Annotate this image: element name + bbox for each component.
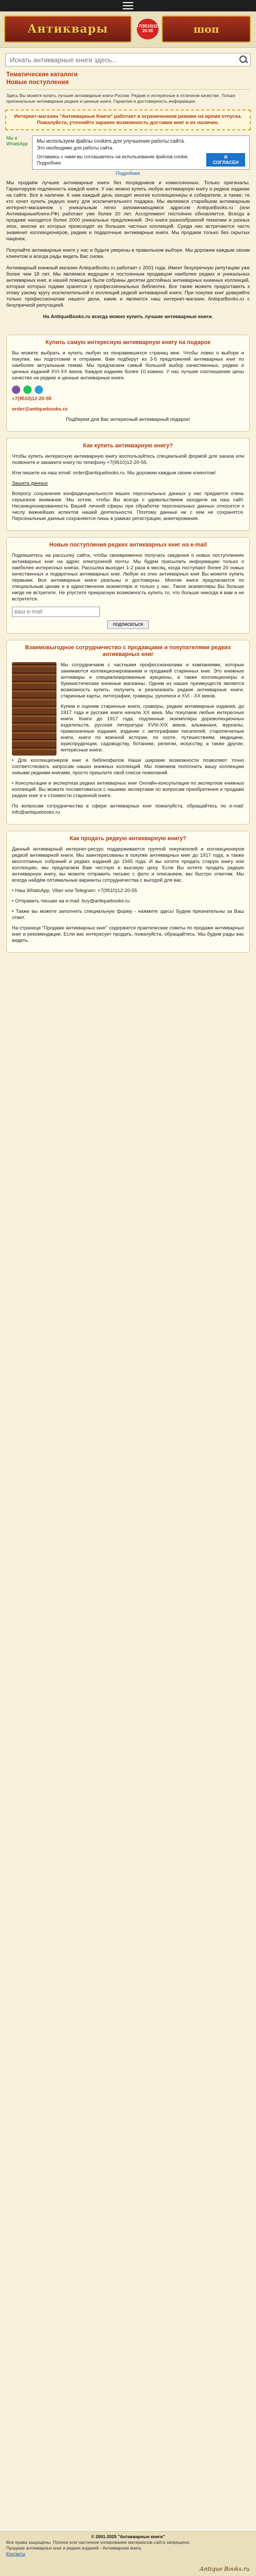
sell-text-5: На странице "Продаже антикварных книг" содержатся практические советы по продаже антикварных книг и рекомендации. Если вас интересует продать, пожалуйста, обращайтесь. Мы будем рады вас видеть. [12,925,244,943]
link-new-arrivals[interactable]: Новые поступления [6,78,69,86]
newsletter-box [6,537,250,634]
catalog-links [0,71,256,86]
cooperation-box [6,640,250,825]
hamburger-menu-icon[interactable] [123,2,133,9]
data-protection-heading: Защита данных [12,481,48,486]
newsletter-text: Подпишитесь на рассылку сайта, чтобы своевременно получать сведения о новых поступлениях антикварных книг на адрес электронной почты. Мы будем присылать информацию только о наиболее интересных книгах. Рассылка выходит 1-2 раза в месяц, когда поступают более 20 новых качественных и подарочных антикварных книг. Любую из этих антикварных книг Вы можете купить первыми. Все антикварные книги реальны и достоверны. Многие книги предлагаются по специальным ценам и в единственном экземпляре и только у нас. Такое экземпляры Вы больше нигде не встретите. Не упустите прекрасную возможность купить то, что больше никогда в вам и не встретится. [12,553,244,602]
data-protection-text: Вопросу сохранения конфиденциальности ваших персональных данных у нас придается очень серьезное внимание. Мы хотим, чтобы Вы всегда с удовольствием заходили на наш сайт. Несанкционированность Вашей личной сферы при обработке персональных данных относится к числу важнейших аспектов нашей деятельности. Поэтому данные ни с кем не сохранятся. Персональные данные сохраняются лишь в рамках регистрации, анкетирования. [12,491,244,522]
viber-icon[interactable] [12,386,20,394]
how-to-buy-text-2: Или пишите на наш email: order@antiquebooks.ru. Мы дорожим каждым своим клиентом! [12,470,216,476]
footer-line-1: Все права защищены. Полное или частичное копирование материалов сайта запрещено. [6,2540,191,2545]
main-paragraph-1: Мы продаём лучшие антикварные книги без посредников и комиссионных. Только оригиналы. Гарантируем подлинность каждой книги. У нас можно купить любую антикварную книгу и редкое издание на сайте. Все в наличии. К нам каждый день заходят многие коллекционеры и собиратели, а также, те кто хочет купить редкую книгу для исключительного подарка. Мы являемся старейшим антикварным интернет-магазином с уникальным легко запоминающимся адресом AntiqueBooks.ru (или АнтикварныеКниги.РФ) работает уже более 20 лет. Ассортимент постоянно обновляется. Всегда в продаже находится более 2000 уникальных предложений. Это книги разнообразной тематики и разных эпох, многие из которых происходят из больших частных коллекций. Среди них встречаются часто знаменит коллекционеров, редкие и подарочные антикварные книги. Мы продаем только без скрытых наценок. [6,180,250,242]
main-paragraph-2: Покупайте антикварные книги у нас и будьте уверены в правильном выборе. Мы дорожим каждым своим клиентом и всегда рады видеть Вас снова. [6,248,250,259]
telegram-icon[interactable] [35,386,43,394]
main-paragraph-3: Антикварный книжный магазин AntiqueBooks.ru работает с 2001 года. Имеет безупречную репутацию уже более чем 18 лет. Мы являемся ведущим и постоянным продавцом наиболее редких и уникальных антикварных книг, в нашей помощью были собраны десятки достойных антикварных книжных коллекций, которые которых годами хранится у профессиональных библиотек. Все также можете предоставить к этому узкому кругу исключительной и коллекций редкой антикварной книги. При покупке книг доверяйте только профессионалам нашего дела, какие и являются наш интернет-магазин AntiqueBooks.ru с безупречной репутацией. [6,265,250,308]
footer-contacts-link[interactable]: Контакты [6,2551,25,2556]
bookshelf-photo [12,662,56,756]
cooperation-text-5: По вопросам сотрудничества в сфере антикварных книг пожалуйста, обращайтесь по e-mail: info@antiquebooks.ru [12,803,244,815]
phone-badge[interactable]: +7(9510)12-20-55 [137,19,159,39]
how-to-buy-title: Как купить антикварную книгу? [83,443,173,449]
cooperation-title: Взаимовыгодное сотрудничество с продавцами и покупателями редких антикварных книг [25,645,231,657]
cookie-accept-button[interactable]: Я СОГЛАСЕН [206,153,245,167]
subscribe-form [12,607,244,629]
sell-text-3: • Отправить письмо на e-mail: buy@antiquebooks.ru [12,898,130,904]
divider [6,89,250,90]
wa-cookie-row [0,135,256,170]
gift-phone[interactable]: +7(9510)12-20-55 [12,396,52,402]
cookie-banner [32,135,250,170]
cookie-text-3: Оставаясь с нами вы соглашаетесь на использование файлов cookie. Подробнее [37,154,189,166]
sell-text-4: • Также вы можете заполнить специальную форму - нажмите здесь! Будем признательны за Ваш ответ. [12,909,244,921]
sell-text-2: • Наш WhatsApp, Viber или Telegram: +7(9510)12-20-55 [12,888,137,894]
whatsapp-icon[interactable] [23,386,32,394]
whatsapp-link[interactable]: Мы в WhatsApp [6,135,28,146]
intro-text: Здесь Вы можете купить лучшие антикварные книги России. Редкие и интересные в отличном качестве. Только оригинальные антикварные редкие и ценные книги. Гарантия и достоверность информации. [6,93,236,104]
site-logo[interactable]: Антиквары [4,16,132,43]
cookie-text-1: Мы используем файлы cookies для улучшения работы сайта. [37,139,186,144]
notice-text: Интернет-магазин "Антикварные Книги" работает в ограниченном режиме на время отпуска. Пожалуйста, уточняйте заранее возможность доставки книг и их наличие. [14,114,242,126]
gift-text-2: Подберем для Вас интересный антикварный подарок! [66,417,190,422]
subscribe-button[interactable]: подписаться [107,620,149,629]
search-input[interactable] [6,53,237,66]
sell-text-1: Данный антикварный интернет-ресурс поддерживается группой покупателей и коллекционеров редкой антикварной книги. Мы заинтересованы в покупке антикварных книг до 1917 года, а также многотомных собраний и редких изданий до 1945 года. И вы хотите продать старую книгу или коллекцию, мы предлагаем Вам честную и высокую цену. Если Вы хотите продать редкую антикварную книгу, вы можете отправить письмо с фото и описанием, мы быстро ответим. Мы всегда найдём оптимальные варианты сотрудничества с выгодой для вас. [12,846,244,883]
how-to-buy-text-1: Чтобы купить интересную антикварную книгу воспользуйтесь специальной формой для заказа или позвоните и закажите книгу по телефону +7(9510)12-20-55. [12,454,244,465]
holiday-notice [5,109,251,130]
gift-text: Вы можете выбрать и купить любую из понравившихся страниц мне. Чтобы ловко о выборе и покупке, мы подготовим и отправим. Вам подберут из 3-5 предложений антикварных книг по наиболее актуальным темам. Мы предлагаем самый большой выбор качественных, редких и ценных изданий XVI-XX веков. Каждое издание более 10 ковано. У нас лучшие соотношение цены качество на редкие и ценные антикварные книги. [12,350,244,381]
messenger-icons [12,386,244,394]
how-to-buy-box [6,438,250,531]
gift-email[interactable]: order@antiquebooks.ru [12,406,68,412]
cookie-text-2: Это необходимо для работы сайта. [37,145,114,150]
more-link[interactable]: Подробнее [116,171,140,176]
site-header [0,11,256,48]
search-icon[interactable] [237,53,250,66]
tagline: На AntiqueBooks.ru всегда можно купить лучшие антикварные книги. [43,314,213,320]
newsletter-title: Новые поступления редких антикварных книг на e-mail [49,542,207,548]
top-bar [0,0,256,11]
sell-box [6,831,250,953]
email-input[interactable] [12,607,100,617]
footer-title: © 2001-2025 "Антикварные книги" [91,2534,165,2539]
site-footer [0,2531,256,2576]
sell-title: Как продать редкую антикварную книгу? [69,835,187,842]
cooperation-text-3: • Для коллекционеров книг и библиофилов Наши широкие возможности позволяют точно соответствовать запросам наших книжных коллекций. Мы поможем пополнить вашу коллекцию новыми редкими книгами, просто пришлите свой список пожеланий. [12,758,244,776]
gift-title: Купить самую интересную антикварную книгу на подарок [45,339,211,346]
footer-line-2: Продажа антикварных книг и редких изданий - Антикварная книга. [6,2545,142,2551]
main-text [0,177,256,328]
search-bar [5,53,251,66]
cooperation-text-2: Купим и оценим старинные книги, гравюры, редкие антикварные издания, до 1917 года и русские книги начала XX века. Мы покупаем любые интересные книги. Книги до 1917 года, подлинные экземпляры дореволюционных издательств, русская литература XVIII-XIX веков, альманахи, журналы, прижизненные издания, издание с автографами писателей, старопечатные книги, книги по военной истории, по охоте, путешествиям, медицине, юриспруденции, садоводству, ботанике, религии, искусству, а также другие, интересные книги. [61,704,244,753]
site-logo-secondary[interactable]: шоп [162,16,251,43]
link-thematic-catalogs[interactable]: Тематические каталоги [6,71,78,78]
gift-box [6,335,250,432]
cooperation-text-1: Мы сотрудничаем с частными профессионалами и компаниями, которые занимаются коллекционированием и продажей старинных книг. Это книжные антиквары и специализированные аукционы, а также коллекционеры и букинистические книжные магазины. Одним из наших преимуществ является возможность купить, получить и реализовать редкие антикварные книги, старинные карты, литографии, гравюры, рукописи и XVI - XX веков. [61,662,244,699]
cooperation-text-4: • Консультации и экспертиза редких антикварных книг Онлайн-консультации по экспертизе книжных коллекций. Вы можете посоветоваться с нашими экспертами по вопросам приобретения и продажи редких книг и о стоимости старинной книги. [12,780,244,799]
footer-signature: Antique Books.ru [200,2566,250,2572]
